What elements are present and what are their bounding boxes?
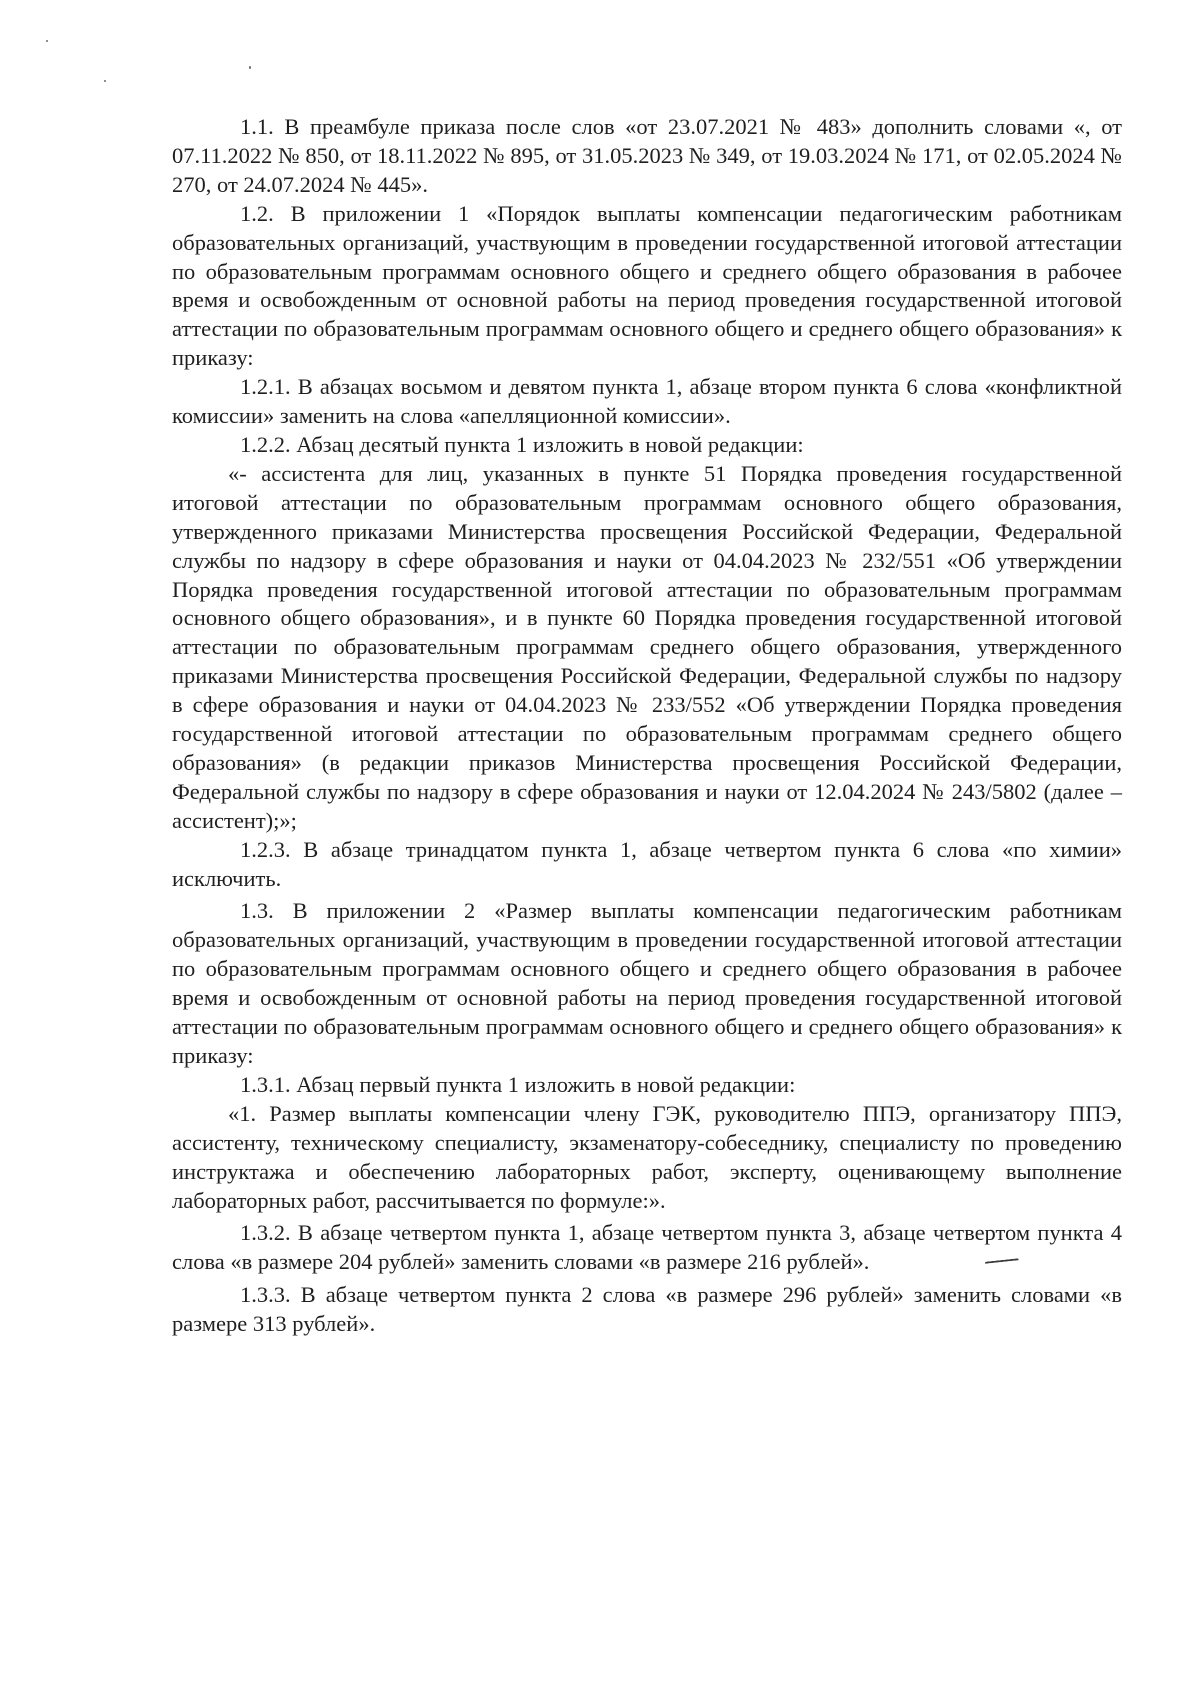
paragraph-1-2-3: 1.2.3. В абзаце тринадцатом пункта 1, абзаце четвертом пункта 6 слова «по химии» исключить. [172,836,1122,891]
scan-speck [46,40,48,42]
paragraph-1-2-1: 1.2.1. В абзацах восьмом и девятом пункта 1, абзаце втором пункта 6 слова «конфликтной комиссии» заменить на слова «апелляционной комиссии». [172,374,1122,429]
document-body [172,113,1122,1339]
scan-speck [249,66,251,69]
scan-speck [104,80,106,82]
paragraph-1-2: 1.2. В приложении 1 «Порядок выплаты компенсации педагогическим работникам образовательных организаций, участвующим в проведении государственной итоговой аттестации по образовательным программам основного общего и среднего общего образования в рабочее время и освобожденным от основной работы на период проведения государственной итоговой аттестации по образовательным программам основного общего и среднего общего образования» к приказу: [172,200,1122,371]
paragraph-1-1: 1.1. В преамбуле приказа после слов «от 23.07.2021 № 483» дополнить словами «, от 07.11.2022 № 850, от 18.11.2022 № 895, от 31.05.2023 № 349, от 19.03.2024 № 171, от 02.05.2024 № 270, от 24.07.2024 № 445». [172,114,1122,197]
paragraph-1-3-1: 1.3.1. Абзац первый пункта 1 изложить в новой редакции: [240,1071,796,1097]
paragraph-1-2-2: 1.2.2. Абзац десятый пункта 1 изложить в новой редакции: [240,431,804,457]
quoted-paragraph-assistant: «- ассистента для лиц, указанных в пункте 51 Порядка проведения государственной итоговой аттестации по образовательным программам основного общего образования, утвержденного приказами Министерства просвещения Российской Федерации, Федеральной службы по надзору в сфере образования и науки от 04.04.2023 № 232/551 «Об утверждении Порядка проведения государственной итоговой аттестации по образовательным программам основного общего образования», и в пункте 60 Порядка проведения государственной итоговой аттестации по образовательным программам среднего общего образования, утвержденного приказами Министерства просвещения Российской Федерации, Федеральной службы по надзору в сфере образования и науки от 04.04.2023 № 233/552 «Об утверждении Порядка проведения государственной итоговой аттестации по образовательным программам среднего общего образования» (в редакции приказов Министерства просвещения Российской Федерации, Федеральной службы по надзору в сфере образования и науки от 12.04.2024 № 243/5802 (далее – ассистент);»; [172,460,1122,833]
quoted-paragraph-formula: «1. Размер выплаты компенсации члену ГЭК, руководителю ППЭ, организатору ППЭ, ассистенту, техническому специалисту, экзаменатору-собеседнику, специалисту по проведению инструктажа и обеспечению лабораторных работ, эксперту, оценивающему выполнение лабораторных работ, рассчитывается по формуле:». [172,1100,1122,1213]
paragraph-1-3-2: 1.3.2. В абзаце четвертом пункта 1, абзаце четвертом пункта 3, абзаце четвертом пункта 4 слова «в размере 204 рублей» заменить словами «в размере 216 рублей». [172,1220,1122,1275]
paragraph-1-3: 1.3. В приложении 2 «Размер выплаты компенсации педагогическим работникам образовательных организаций, участвующим в проведении государственной итоговой аттестации по образовательным программам основного общего и среднего общего образования в рабочее время и освобожденным от основной работы на период проведения государственной итоговой аттестации по образовательным программам основного общего и среднего общего образования» к приказу: [172,898,1122,1068]
paragraph-1-3-3: 1.3.3. В абзаце четвертом пункта 2 слова «в размере 296 рублей» заменить словами «в размере 313 рублей». [172,1282,1122,1337]
